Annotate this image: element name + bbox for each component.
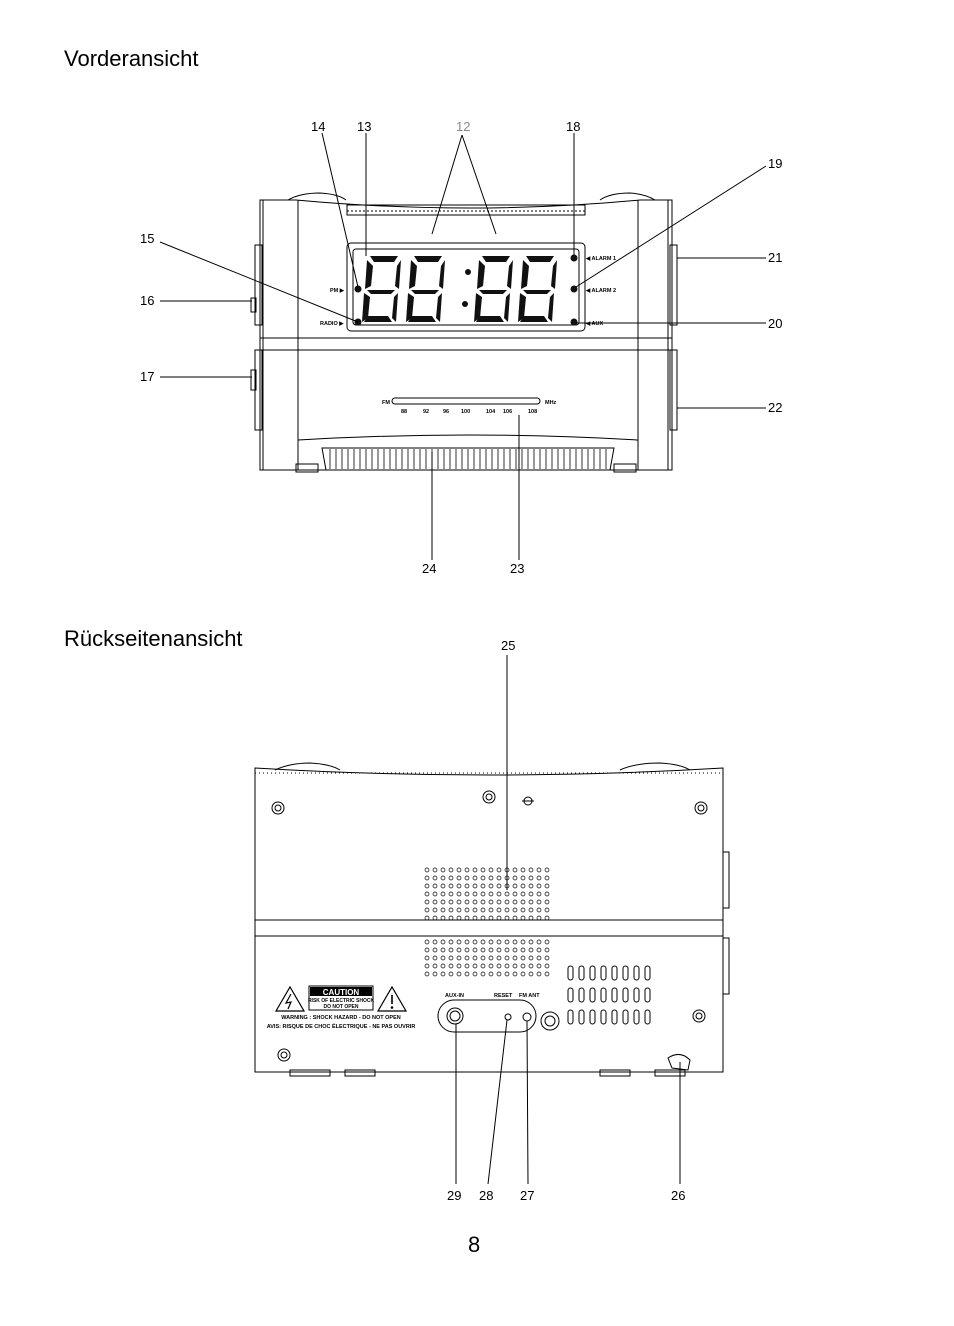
scale-tick-label: 96 — [443, 409, 450, 415]
power-socket — [541, 1012, 559, 1030]
caution-heading: CAUTION — [322, 988, 360, 997]
callout-13: 13 — [357, 119, 372, 134]
lightning-warning-icon — [276, 987, 304, 1011]
pm-label: PM ▶ — [330, 288, 345, 294]
scale-tick-label: 104 — [486, 409, 496, 415]
front-view-heading: Vorderansicht — [64, 46, 199, 71]
callout-24: 24 — [422, 561, 437, 576]
front-view-device — [251, 193, 677, 472]
callout-15: 15 — [140, 231, 155, 246]
scale-tick-label: 92 — [423, 409, 430, 415]
warning-line-4: AVIS: RISQUE DE CHOC ÉLECTRIQUE - NE PAS OUVRIR — [266, 1024, 416, 1030]
callout-22: 22 — [768, 400, 783, 415]
rear-view-heading: Rückseitenansicht — [64, 626, 243, 651]
scale-tick-label: 106 — [503, 409, 513, 415]
callout-23: 23 — [510, 561, 525, 576]
front-leader-lines — [160, 133, 766, 560]
aux-indicator-dot — [571, 319, 578, 326]
callout-12: 12 — [456, 119, 471, 134]
callout-14: 14 — [311, 119, 326, 134]
warning-line-1: RISK OF ELECTRIC SHOCK — [307, 998, 375, 1004]
alarm2-label: ◀ ALARM 2 — [586, 288, 616, 294]
reset-button — [505, 1014, 511, 1020]
callout-27: 27 — [520, 1188, 535, 1203]
fm-ant-socket — [523, 1013, 531, 1021]
callout-17: 17 — [140, 369, 155, 384]
power-cable — [668, 1054, 690, 1070]
warning-label — [267, 986, 416, 1030]
tuner-scale — [382, 398, 557, 415]
callout-25: 25 — [501, 638, 516, 653]
led-digits — [355, 255, 578, 326]
callout-28: 28 — [479, 1188, 494, 1203]
colon-bottom-dot — [462, 301, 468, 307]
reset-label: RESET — [494, 993, 513, 999]
scale-tick-label: 88 — [401, 409, 408, 415]
digit-3 — [474, 256, 513, 322]
digit-2 — [406, 256, 445, 322]
colon-top-dot — [465, 269, 471, 275]
fm-ant-label: FM ANT — [519, 993, 540, 999]
callout-21: 21 — [768, 250, 783, 265]
mhz-label: MHz — [545, 400, 557, 406]
callout-20: 20 — [768, 316, 783, 331]
scale-tick-label: 108 — [528, 409, 538, 415]
digit-4 — [518, 256, 557, 322]
page-number: 8 — [468, 1232, 481, 1257]
aux-in-label: AUX-IN — [445, 993, 464, 999]
scale-tick-label: 100 — [461, 409, 471, 415]
fm-label: FM — [382, 400, 390, 406]
callout-19: 19 — [768, 156, 783, 171]
warning-line-2: DO NOT OPEN — [323, 1004, 359, 1010]
radio-label: RADIO ▶ — [320, 321, 344, 327]
aux-label: ◀ AUX — [586, 321, 604, 327]
callout-16: 16 — [140, 293, 155, 308]
digit-1 — [362, 256, 401, 322]
alarm1-label: ◀ ALARM 1 — [586, 256, 616, 262]
callout-29: 29 — [447, 1188, 462, 1203]
aux-in-jack — [447, 1008, 463, 1024]
callout-26: 26 — [671, 1188, 686, 1203]
warning-line-3: WARNING : SHOCK HAZARD - DO NOT OPEN — [281, 1015, 401, 1021]
callout-18: 18 — [566, 119, 581, 134]
